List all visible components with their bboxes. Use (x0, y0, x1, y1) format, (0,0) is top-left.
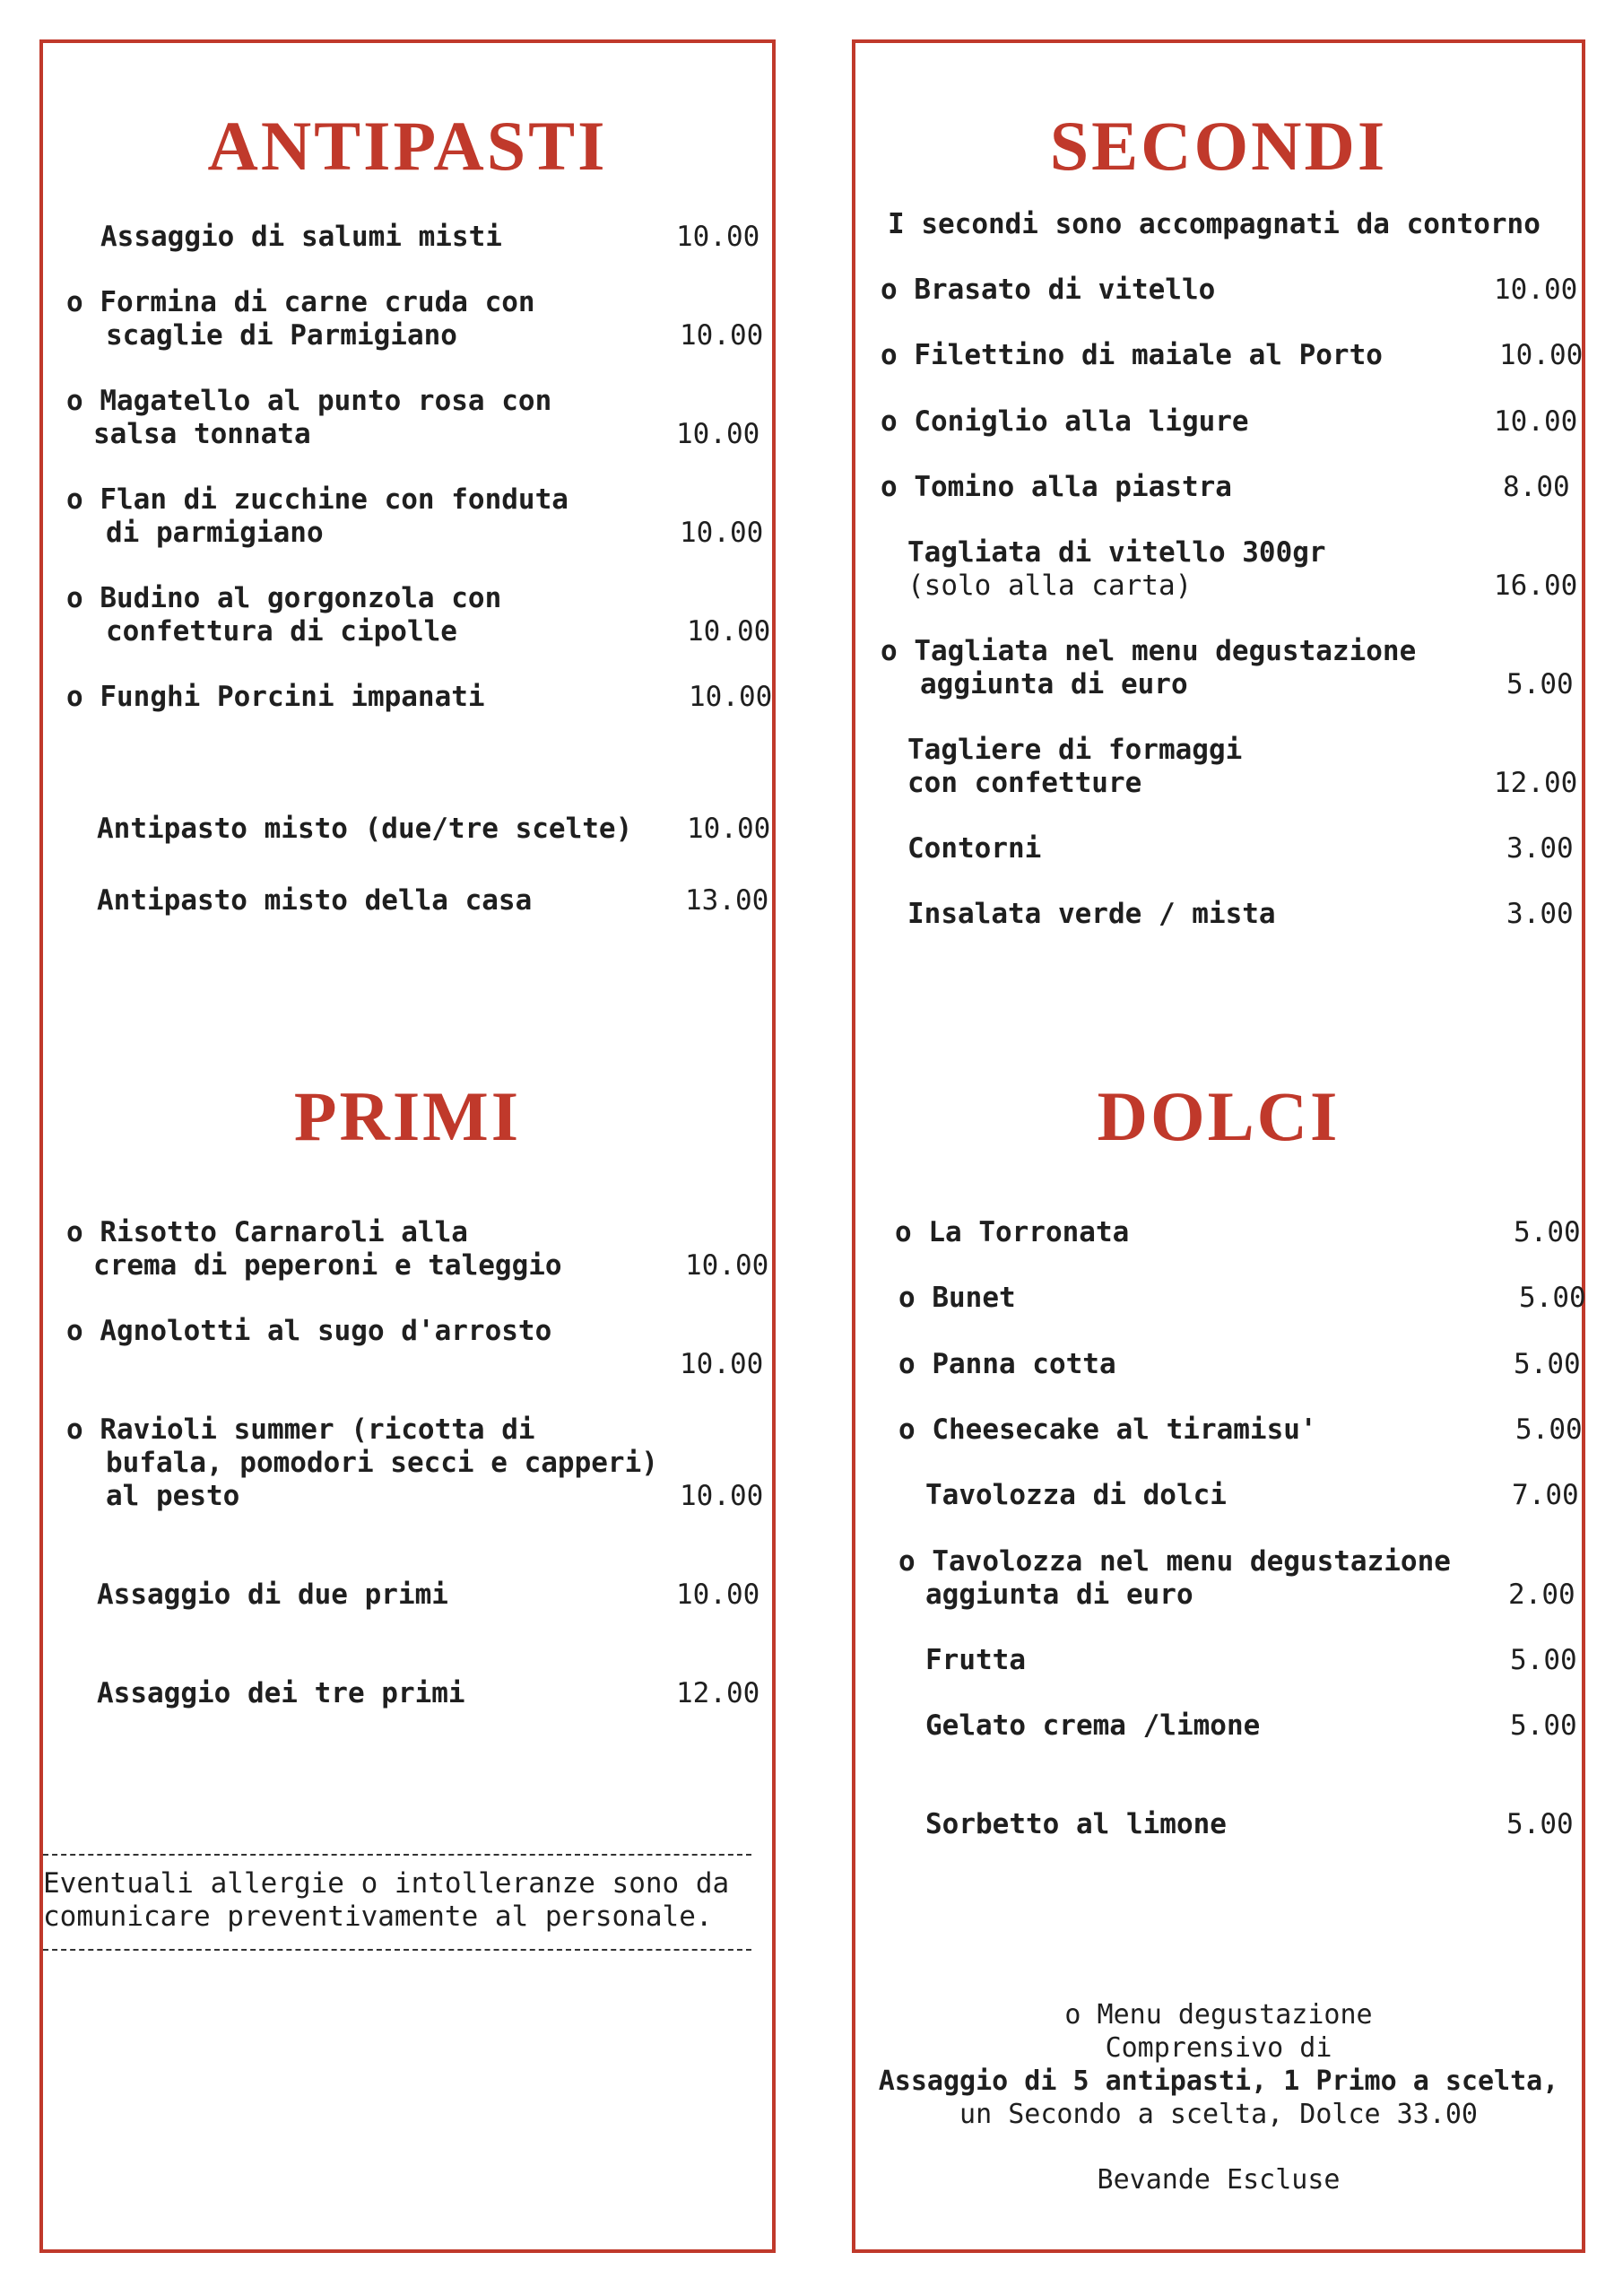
item-price: 5.00 (1519, 1282, 1586, 1314)
menu-item: o Bunet (898, 1282, 1016, 1314)
secondi-subtitle: I secondi sono accompagnati da contorno (888, 208, 1541, 240)
degustazione-line: Assaggio di 5 antipasti, 1 Primo a scelta, (878, 2066, 1559, 2097)
allergy-note-line: Eventuali allergie o intolleranze sono da (43, 1867, 730, 1900)
menu-item: Contorni (907, 832, 1042, 865)
item-price: 2.00 (1508, 1578, 1575, 1611)
menu-item: Tavolozza di dolci (925, 1479, 1227, 1511)
item-price: 10.00 (676, 221, 760, 253)
item-price: 10.00 (1494, 405, 1578, 438)
item-price: 10.00 (1499, 339, 1584, 371)
menu-item: o Cheesecake al tiramisu' (898, 1413, 1317, 1446)
allergy-note-line: comunicare preventivamente al personale. (43, 1900, 713, 1933)
item-price: 5.00 (1514, 1216, 1581, 1248)
item-price: 16.00 (1494, 570, 1578, 602)
menu-item: o Formina di carne cruda con scaglie di Parmigiano (66, 286, 535, 352)
menu-item: o Panna cotta (898, 1348, 1116, 1380)
menu-item: Assaggio di salumi misti (100, 221, 502, 253)
menu-item: o Tagliata nel menu degustazione aggiunta di euro (881, 635, 1417, 700)
dolci-title: DOLCI (1097, 1077, 1341, 1155)
beverage-note: Bevande Escluse (1097, 2164, 1341, 2196)
menu-item: Tagliata di vitello 300gr (solo alla carta) (907, 536, 1326, 602)
item-price: 10.00 (676, 418, 760, 450)
menu-item: Insalata verde / mista (907, 898, 1276, 930)
primi-title: PRIMI (293, 1077, 522, 1155)
menu-item: o Brasato di vitello (881, 274, 1216, 306)
right-menu-panel (852, 39, 1585, 2253)
item-price: 8.00 (1503, 471, 1570, 503)
antipasti-title: ANTIPASTI (207, 107, 608, 185)
menu-item: o Flan di zucchine con fonduta di parmigiano (66, 483, 568, 549)
menu-item: o Magatello al punto rosa con salsa tonnata (66, 385, 552, 450)
item-price: 12.00 (1494, 767, 1578, 799)
menu-item: o Risotto Carnaroli alla crema di peperoni e taleggio (66, 1216, 562, 1282)
item-price: 10.00 (680, 1348, 764, 1380)
item-price: 3.00 (1506, 898, 1574, 930)
item-price: 10.00 (1494, 274, 1578, 306)
menu-item: Frutta (925, 1644, 1026, 1676)
item-price: 5.00 (1514, 1348, 1581, 1380)
menu-item: Assaggio dei tre primi (97, 1677, 465, 1709)
left-menu-panel (39, 39, 776, 2253)
item-price: 5.00 (1506, 1808, 1574, 1840)
item-price: 5.00 (1510, 1709, 1577, 1742)
item-price: 10.00 (680, 1480, 764, 1512)
degustazione-line: un Secondo a scelta, Dolce 33.00 (959, 2099, 1478, 2130)
item-price: 10.00 (685, 1249, 769, 1282)
menu-item: Assaggio di due primi (97, 1578, 448, 1611)
secondi-title: SECONDI (1049, 107, 1388, 185)
degustazione-heading: o Menu degustazione (1064, 1999, 1373, 2031)
menu-item: o Ravioli summer (ricotta di bufala, pomodori secci e capperi) al pesto (66, 1413, 658, 1512)
menu-item: Tagliere di formaggi con confetture (907, 734, 1243, 799)
item-price: 12.00 (676, 1677, 760, 1709)
menu-item: o Filettino di maiale al Porto (881, 339, 1383, 371)
menu-item: o Agnolotti al sugo d'arrosto (66, 1315, 552, 1347)
menu-item: o La Torronata (895, 1216, 1130, 1248)
item-price: 10.00 (680, 517, 764, 549)
degustazione-line: Comprensivo di (1105, 2032, 1332, 2064)
dashed-divider (43, 1949, 751, 1951)
item-price: 7.00 (1512, 1479, 1579, 1511)
menu-item: Antipasto misto della casa (97, 884, 533, 917)
item-price: 13.00 (685, 884, 769, 917)
menu-item: o Budino al gorgonzola con confettura di cipolle (66, 582, 502, 648)
item-price: 5.00 (1506, 668, 1574, 700)
menu-item: o Tavolozza nel menu degustazione aggiunta di euro (898, 1545, 1451, 1611)
item-price: 10.00 (676, 1578, 760, 1611)
menu-item: o Coniglio alla ligure (881, 405, 1249, 438)
item-price: 10.00 (680, 319, 764, 352)
menu-item: Sorbetto al limone (925, 1808, 1227, 1840)
item-price: 10.00 (689, 681, 773, 713)
dashed-divider (43, 1854, 751, 1856)
item-price: 10.00 (687, 615, 771, 648)
menu-item: Gelato crema /limone (925, 1709, 1261, 1742)
item-price: 3.00 (1506, 832, 1574, 865)
menu-item: Antipasto misto (due/tre scelte) (97, 813, 633, 845)
item-price: 5.00 (1510, 1644, 1577, 1676)
menu-item: o Tomino alla piastra (881, 471, 1232, 503)
item-price: 5.00 (1515, 1413, 1583, 1446)
menu-item: o Funghi Porcini impanati (66, 681, 485, 713)
item-price: 10.00 (687, 813, 771, 845)
